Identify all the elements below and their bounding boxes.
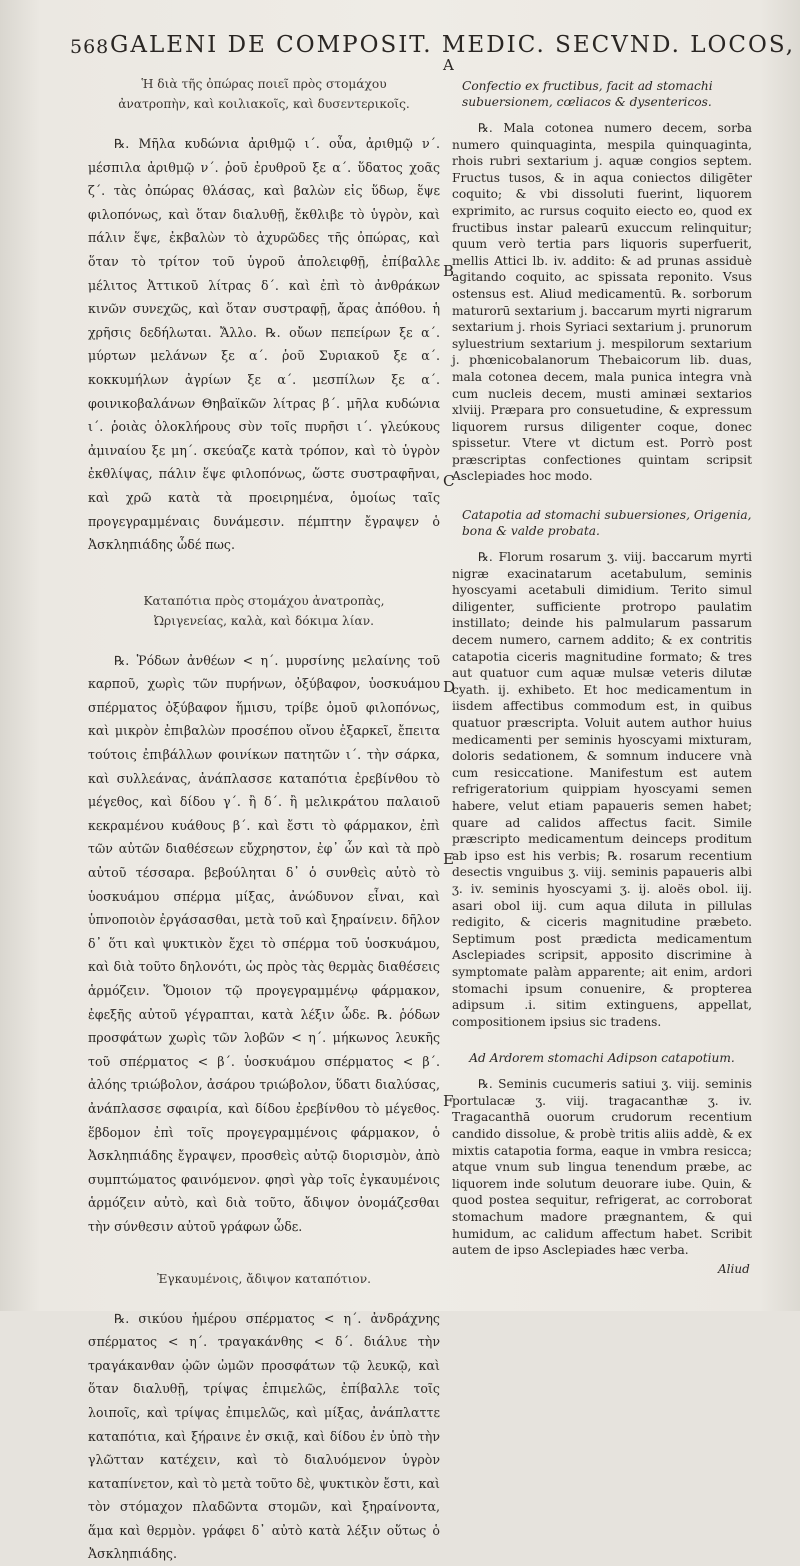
greek-column xyxy=(88,68,440,1562)
running-head: GALENI DE COMPOSIT. MEDIC. SECVND. LOCOS, xyxy=(110,32,796,58)
greek-paragraph-2: ℞. Ῥόδων ἀνθέων < η΄. μυρσίνης μελαίνης τοῦ καρποῦ, χωρὶς τῶν πυρήνων, ὀξύβαφον, ὑοσκυάμου σπέρματος ὀξύβαφον ἥμισυ, τρίβε ὁμοῦ φιλοπόνως, καὶ μικρὸν ἐπιβαλὼν προσέπου οἴνου ἐξαρκεῖ, ἔπειτα τούτοις ἐπιβάλλων φοινίκων πατητῶν ι΄. τὴν σάρκα, καὶ συλλεάνας, ἀνάπλασσε καταπότια ἐρεβίνθου τὸ μέγεθος, καὶ δίδου γ΄. ἢ δ΄. ἢ μελικράτου παλαιοῦ κεκραμένου κυάθους β΄. καὶ ἔστι τὸ φάρμακον, ἐπὶ τῶν αὐτῶν διαθέσεων εὔχρηστον, ἐφ᾽ ὧν καὶ τὰ πρὸ αὐτοῦ τέσσαρα. βεβούληται δ᾽ ὁ συνθεὶς αὐτὸ τὸ ὑοσκυάμου σπέρμα μίξας, ἀνώδυνον εἶναι, καὶ ὑπνοποιὸν ἐργάσασθαι, μετὰ τοῦ καὶ ξηραίνειν. δῆλον δ᾽ ὅτι καὶ ψυκτικὸν ἔχει τὸ σπέρμα τοῦ ὑοσκυάμου, καὶ διὰ τοῦτο δηλονότι, ὡς πρὸς τὰς θερμὰς διαθέσεις ἁρμόζειν. Ὅμοιον τῷ προγεγραμμένῳ φάρμακον, ἐφεξῆς αὐτοῦ γέγραπται, κατὰ λέξιν ὧδε. ℞. ῥόδων προσφάτων χωρὶς τῶν λοβῶν < η΄. μήκωνος λευκῆς τοῦ σπέρματος < β΄. ὑοσκυάμου σπέρματος < β΄. ἀλόης τριώβολον, ἀσάρου τριώβολον, ὕδατι διαλύσας, ἀνάπλασσε σφαιρία, καὶ δίδου ἐρεβίνθου τὸ μέγεθος. ἕβδομον ἐπὶ τοῖς προγεγραμμένοις φάρμακον, ὁ Ἀσκληπιάδης ἔγραψεν, προσθεὶς αὐτῷ διορισμὸν, ἀπὸ συμπτώματος φαινόμενον. φησὶ γὰρ τοῖς ἐγκαυμένοις ἁρμόζειν αὐτὸ, καὶ διὰ τοῦτο, ἄδιψον ὀνομάζεσθαι τὴν σύνθεσιν αὐτοῦ γράφων ὧδε. xyxy=(88,652,440,1234)
margin-letter-b: B xyxy=(443,262,455,280)
latin-paragraph-3: ℞. Seminis cucumeris satiui ʒ. viij. seminis portulacæ ʒ. viij. tragacanthæ ʒ. iv. Tragacanthā ouorum crudorum recentium candido dissolue, & probè tritis aliis addè, & ex mixtis catapotia forma, eaque in vmbra resicca; atque vnum sub lingua tenendum præbe, ac liquorem inde solutum deuorare iube. Quin, & quod postea sequitur, refrigerat, ac corroborat stomachum madore prægnantem, & qui humidum, ac calidum affectum habet. Scribit autem de ipso Asclepiades hæc verba. xyxy=(452,1077,752,1258)
latin-heading-1: Confectio ex fructibus, facit ad stomachi subuersionem, cœliacos & dysentericos. xyxy=(462,79,713,109)
margin-letter-d: D xyxy=(443,678,456,696)
margin-letter-e: E xyxy=(443,850,454,868)
margin-letter-a: A xyxy=(443,56,454,74)
greek-heading-3: Ἐγκαυμένοις, ἄδιψον καταπότιον. xyxy=(156,1271,372,1286)
latin-paragraph-2: ℞. Florum rosarum ʒ. viij. baccarum myrti nigræ exacinatarum acetabulum, seminis hyoscyami acetabuli dimidium. Terito simul diligenter, sufficiente protropo paulatim instillato; deinde his palmularum passarum decem numero, carnem addito; & ex contritis catapotia ciceris magnitudine formato; & tres aut quatuor cum aquæ mulsæ veteris dilutæ cyath. ij. exhibeto. Et hoc medicamentum in iisdem affectibus commodum est, in quibus quatuor præscripta. Voluit autem author huius medicamenti per seminis hyoscyami mixturam, doloris sedationem, & somnum inducere vnà cum resiccatione. Manifestum est autem refrigeratorium quippiam hyoscyami semen habere, velut etiam papaueris semen habet; quare ad calidos affectus facit. Simile præscripto medicamentum deinceps proditum ab ipso est his verbis; ℞. rosarum recentium desectis vnguibus ʒ. viij. seminis papaueris albi ʒ. iv. seminis hyoscyami ʒ. ij. aloës obol. iij. asari obol iij. cum aqua diluta in pillulas redigito, & ciceris magnitudine præbeto. Septimum post prædicta medicamentum Asclepiades scripsit, apposito discrimine à symptomate palàm apparente; ait enim, ardori stomachi ipsum conuenire, & propterea adipsum .i. sitim extinguens, appellat, compositionem ipsius sic tradens. xyxy=(452,550,752,1029)
greek-heading-2: Καταπότια πρὸς στομάχου ἀνατροπὰς, Ὠριγενείας, καλὰ, καὶ δόκιμα λίαν. xyxy=(143,593,385,628)
latin-paragraph-1: ℞. Mala cotonea numero decem, sorba numero quinquaginta, mespila quinquaginta, rhois rubri sextarium j. aquæ congios septem. Fructus tusos, & in aqua coniectos diligēter coquito; & vbi dissoluti fuerint, liquorem exprimito, ac rursus coquito eiecto eo, quod ex fructibus instar palearū exuccum relinquitur; quum verò tertia pars liquoris superfuerit, mellis Attici lb. iv. addito: & ad prunas assiduè agitando coquito, ac spissata reponito. Vsus ostensus est. Aliud medicamentū. ℞. sorborum maturorū sextarium j. baccarum myrti nigrarum sextarium j. rhois Syriaci sextarium j. prunorum syluestrium sextarium j. mespilorum sextarium j. phœnicobalanorum Thebaicorum lib. duas, mala cotonea decem, mala punica integra vnà cum nucleis decem, musti aminæi sextarios xlviij. Præpara pro consuetudine, & expressum liquorem rursus diligenter coque, donec spissetur. Vtere vt dictum est. Porrò post præscriptas confectiones quintam scripsit Asclepiades hoc modo. xyxy=(452,121,752,484)
greek-heading-1: Ἡ διὰ τῆς ὀπώρας ποιεῖ πρὸς στομάχου ἀνατροπὴν, καὶ κοιλιακοῖς, καὶ δυσεντερικοῖς. xyxy=(118,77,410,111)
latin-heading-2: Catapotia ad stomachi subuersiones, Origenia, bona & valde probata. xyxy=(462,508,752,539)
margin-letter-c: C xyxy=(443,472,455,490)
greek-paragraph-1: ℞. Μῆλα κυδώνια ἀριθμῷ ι΄. οὖα, ἀριθμῷ ν΄. μέσπιλα ἀριθμῷ ν΄. ῥοῦ ἐρυθροῦ ξε α΄. ὕδατος χοᾶς ζ΄. τὰς ὀπώρας θλάσας, καὶ βαλὼν εἰς ὕδωρ, ἕψε φιλοπόνως, καὶ ὅταν διαλυθῇ, ἔκθλιβε τὸ ὑγρὸν, καὶ πάλιν ἕψε, ἐκβαλὼν τὸ ἀχυρῶδες τῆς ὀπώρας, καὶ ὅταν τὸ τρίτον τοῦ ὑγροῦ ἀπολειφθῇ, ἐπίβαλλε μέλιτος Ἀττικοῦ λίτρας δ΄. καὶ ἐπὶ τὸ ἀνθράκων κινῶν συνεχῶς, καὶ ὅταν συστραφῇ, ἄρας ἀπόθου. ἡ χρῆσις δεδήλωται. Ἄλλο. ℞. οὔων πεπείρων ξε α΄. μύρτων μελάνων ξε α΄. ῥοῦ Συριακοῦ ξε α΄. κοκκυμήλων ἀγρίων ξε α΄. μεσπίλων ξε α΄. φοινικοβαλάνων Θηβαϊκῶν λίτρας β΄. μῆλα κυδώνια ι΄. ῥοιὰς ὁλοκλήρους σὺν τοῖς πυρῆσι ι΄. γλεύκους ἀμιναίου ξε μη΄. σκεύαζε κατὰ τρόπον, καὶ τὸ ὑγρὸν ἐκθλίψας, πάλιν ἕψε φιλοπόνως, ὥστε συστραφῆναι, καὶ χρῶ κατὰ τὰ προειρημένα, ὁμοίως ταῖς προγεγραμμέναις δυνάμεσιν. πέμπτην ἔγραψεν ὁ Ἀσκληπιάδης ὧδέ πως. xyxy=(88,136,440,553)
latin-column xyxy=(452,78,752,1278)
margin-letter-f: F xyxy=(443,1092,454,1110)
catchword: Aliud xyxy=(718,1262,750,1276)
latin-heading-3: Ad Ardorem stomachi Adipson catapotium. xyxy=(469,1051,735,1066)
page-header xyxy=(70,30,796,70)
page-number: 568 xyxy=(70,36,110,58)
greek-paragraph-3: ℞. σικύου ἡμέρου σπέρματος < η΄. ἀνδράχνης σπέρματος < η΄. τραγακάνθης < δ΄. διάλυε τὴν τραγάκανθαν ᾠῶν ὠμῶν προσφάτων τῷ λευκῷ, καὶ ὅταν διαλυθῇ, τρίψας ἐπιμελῶς, ἐπίβαλλε τοῖς λοιποῖς, καὶ τρίψας ἐπιμελῶς, καὶ μίξας, ἀνάπλαττε καταπότια, καὶ ξήραινε ἐν σκιᾷ, καὶ δίδου ἐν ὑπὸ τὴν γλῶτταν κατέχειν, καὶ τὸ διαλυόμενον ὑγρὸν καταπίνετον, καὶ τὸ μετὰ τοῦτο δὲ, ψυκτικὸν ἔστι, καὶ τὸν στόμαχον πλαδῶντα στομῶν, καὶ ξηραίνοντα, ἅμα καὶ θερμὸν. γράφει δ᾽ αὐτὸ κατὰ λέξιν οὕτως ὁ Ἀσκληπιάδης. xyxy=(88,1310,440,1562)
